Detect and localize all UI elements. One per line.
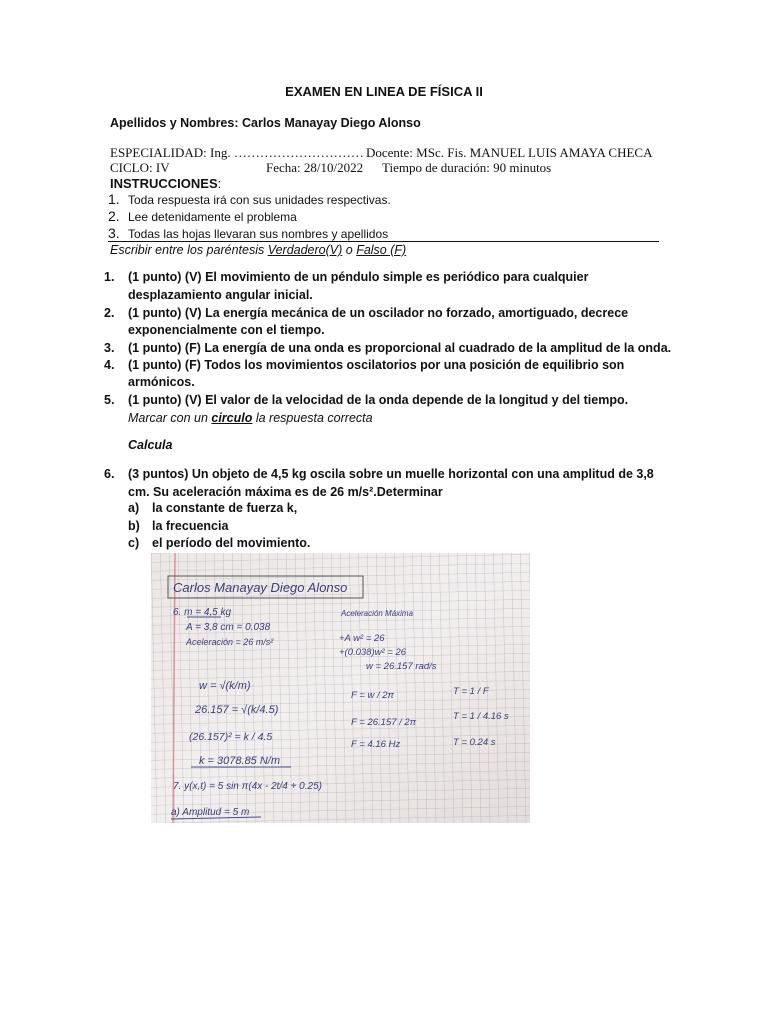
ciclo: CICLO: IV xyxy=(110,160,170,175)
instructions-list xyxy=(108,191,391,242)
hw-line: T = 1 / 4.16 s xyxy=(453,711,509,722)
hw-line: k = 3078.85 N/m xyxy=(199,755,281,767)
hw-line: 26.157 = √(k/4.5) xyxy=(195,704,279,716)
instruction-text: Lee detenidamente el problema xyxy=(128,210,297,224)
hw-line: T = 0.24 s xyxy=(453,737,496,748)
part-text: el período del movimiento. xyxy=(152,536,311,550)
hw-line: Aceleración = 26 m/s² xyxy=(186,637,274,647)
student-name: Apellidos y Nombres: Carlos Manayay Diego Alonso xyxy=(110,116,421,130)
question-text: (1 punto) (V) El valor de la velocidad de la onda depende de la longitud y del tiempo. xyxy=(128,393,629,407)
problem-text-cont: cm. Su aceleración máxima es de 26 m/s².Determinar xyxy=(128,485,443,499)
part-letter: a) xyxy=(128,501,140,515)
problem-text: (3 puntos) Un objeto de 4,5 kg oscila sobre un muelle horizontal con una amplitud de 3,8 xyxy=(128,467,654,481)
true-false-instruction xyxy=(110,243,406,257)
hw-line: F = w / 2π xyxy=(351,690,394,701)
question-text: (1 punto) (F) La energía de una onda es proporcional al cuadrado de la amplitud de la onda. xyxy=(128,341,672,355)
question-text-cont: armónicos. xyxy=(128,375,195,389)
instructions-heading xyxy=(110,176,221,191)
handwritten-name: Carlos Manayay Diego Alonso xyxy=(173,580,348,595)
hw-line: Aceleración Máxima xyxy=(341,609,414,618)
tiempo: Tiempo de duración: 90 minutos xyxy=(382,160,552,175)
hw-line: T = 1 / F xyxy=(453,686,489,697)
part-letter: b) xyxy=(128,519,140,533)
tf-instruction-mid: o xyxy=(342,243,357,257)
instruction-number: 2. xyxy=(108,208,120,224)
hw-line: 7. y(x,t) = 5 sin π(4x - 2t/4 + 0.25) xyxy=(173,781,322,792)
handwritten-answer-photo xyxy=(151,553,530,823)
hw-line: +(0.038)w² = 26 xyxy=(339,647,407,658)
instructions-heading-text: INSTRUCCIONES xyxy=(110,176,218,191)
hw-line: +A w² = 26 xyxy=(339,633,385,644)
hw-line: w = 26.157 rad/s xyxy=(366,661,437,672)
part-letter: c) xyxy=(128,536,140,550)
question-number: 6. xyxy=(104,467,115,481)
instruction-item xyxy=(108,208,391,225)
marcar-circulo: circulo xyxy=(211,411,253,425)
calcula-heading: Calcula xyxy=(128,438,173,452)
question-text-cont: exponencialmente con el tiempo. xyxy=(128,323,325,337)
hw-line: (26.157)² = k / 4.5 xyxy=(189,731,273,743)
hw-line: w = √(k/m) xyxy=(199,680,251,692)
marcar-instruction xyxy=(128,411,373,425)
docente: Docente: MSc. Fis. MANUEL LUIS AMAYA CHECA xyxy=(366,145,653,160)
question-number: 3. xyxy=(104,341,115,355)
hw-line: F = 26.157 / 2π xyxy=(351,717,417,728)
marcar-prefix: Marcar con un xyxy=(128,411,212,425)
instruction-number: 1. xyxy=(108,191,120,207)
question-number: 5. xyxy=(104,393,115,407)
hw-line: A = 3,8 cm = 0.038 xyxy=(186,622,271,633)
question-number: 2. xyxy=(104,306,115,320)
instruction-item xyxy=(108,225,391,242)
tf-verdadero: Verdadero(V) xyxy=(267,243,343,257)
tf-falso: Falso (F) xyxy=(356,243,407,257)
question-number: 4. xyxy=(104,358,115,372)
question-number: 1. xyxy=(104,270,115,284)
marcar-suffix: la respuesta correcta xyxy=(252,411,373,425)
exam-title: EXAMEN EN LINEA DE FÍSICA II xyxy=(285,84,483,99)
question-text: (1 punto) (F) Todos los movimientos oscilatorios por una posición de equilibrio son xyxy=(128,358,625,372)
instruction-item xyxy=(108,191,391,208)
especialidad: ESPECIALIDAD: Ing. ………………………… xyxy=(110,145,364,160)
question-text: (1 punto) (V) La energía mecánica de un oscilador no forzado, amortiguado, decrece xyxy=(128,306,629,320)
question-text-cont: desplazamiento angular inicial. xyxy=(128,288,313,302)
instructions-colon: : xyxy=(217,176,222,191)
instruction-text: Todas las hojas llevaran sus nombres y apellidos xyxy=(128,227,389,241)
divider-line xyxy=(108,241,659,242)
hw-line: F = 4.16 Hz xyxy=(351,739,401,750)
part-text: la frecuencia xyxy=(152,519,229,533)
fecha: Fecha: 28/10/2022 xyxy=(266,160,364,175)
part-text: la constante de fuerza k, xyxy=(152,501,298,515)
instruction-text: Toda respuesta irá con sus unidades respectivas. xyxy=(128,193,391,207)
tf-instruction-prefix: Escribir entre los paréntesis xyxy=(110,243,268,257)
question-text: (1 punto) (V) El movimiento de un péndulo simple es periódico para cualquier xyxy=(128,270,589,284)
hw-line: 6. m = 4,5 kg xyxy=(173,607,232,618)
hw-line: a) Amplitud = 5 m xyxy=(171,807,250,818)
instruction-number: 3. xyxy=(108,225,120,241)
